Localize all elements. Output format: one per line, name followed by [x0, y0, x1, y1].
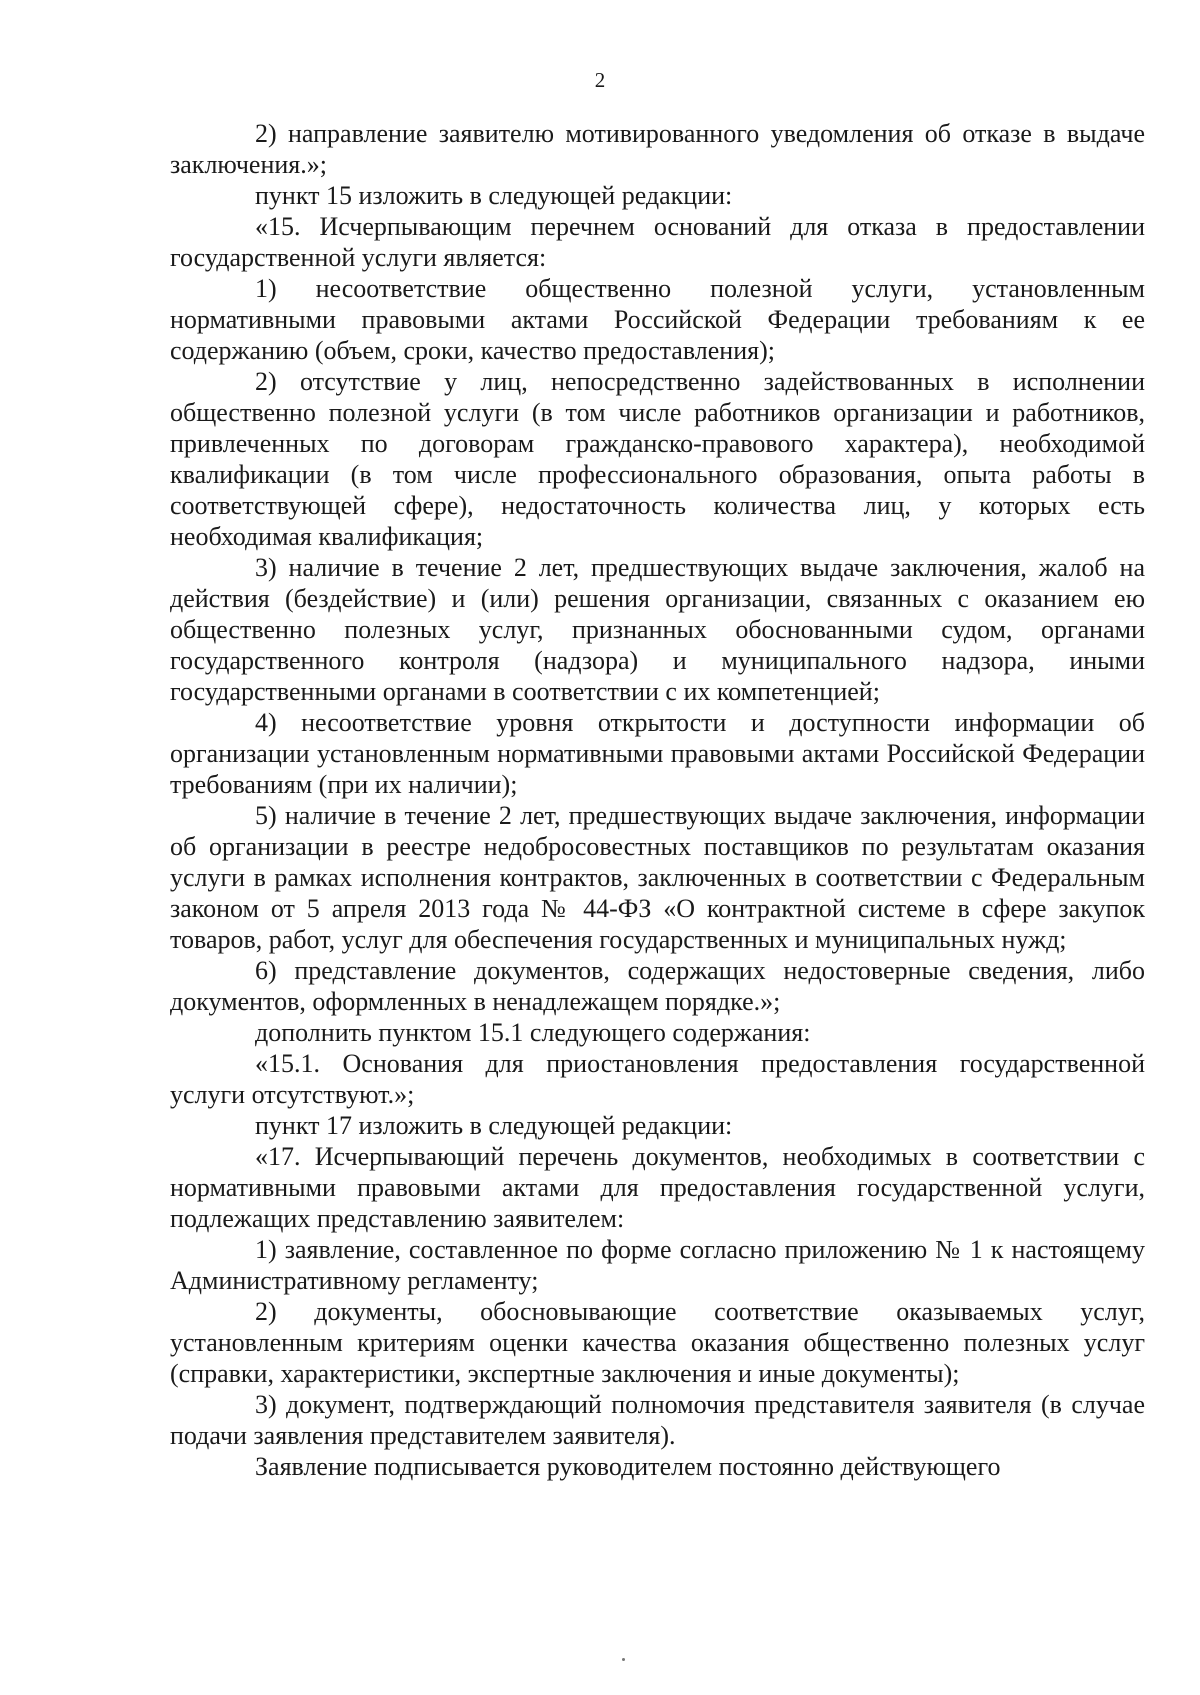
- document-body: [170, 118, 1145, 1482]
- scan-speck: [622, 1658, 625, 1661]
- paragraph-point-15-1-text: «15.1. Основания для приостановления предоставления государственной услуги отсутствуют.»;: [170, 1049, 1145, 1109]
- paragraph-ground-3: 3) наличие в течение 2 лет, предшествующих выдаче заключения, жалоб на действия (бездействие) и (или) решения организации, связанных с оказанием ею общественно полезных услуг, признанных обоснованными судом, органами государственного контроля (надзора) и муниципального надзора, иными государственными органами в соответствии с их компетенцией;: [170, 553, 1145, 706]
- paragraph-point-15-intro: пункт 15 изложить в следующей редакции:: [255, 181, 733, 210]
- paragraph-point-17-text: «17. Исчерпывающий перечень документов, необходимых в соответствии с нормативными правовыми актами для предоставления государственной услуги, подлежащих представлению заявителем:: [170, 1142, 1145, 1233]
- paragraph-document-3: 3) документ, подтверждающий полномочия представителя заявителя (в случае подачи заявления представителем заявителя).: [170, 1390, 1145, 1450]
- paragraph-ground-2: 2) отсутствие у лиц, непосредственно задействованных в исполнении общественно полезной услуги (в том числе работников организации и работников, привлеченных по договорам гражданско-правового характера), необходимой квалификации (в том числе профессионального образования, опыта работы в соответствующей сфере), недостаточность количества лиц, у которых есть необходимая квалификация;: [170, 367, 1145, 551]
- paragraph-item-2-notice: 2) направление заявителю мотивированного уведомления об отказе в выдаче заключения.»;: [170, 119, 1145, 179]
- paragraph-signature-note: Заявление подписывается руководителем постоянно действующего: [255, 1452, 1001, 1481]
- paragraph-ground-6: 6) представление документов, содержащих недостоверные сведения, либо документов, оформленных в ненадлежащем порядке.»;: [170, 956, 1145, 1016]
- paragraph-point-15-text: «15. Исчерпывающим перечнем оснований для отказа в предоставлении государственной услуги является:: [170, 212, 1145, 272]
- page-number: 2: [594, 68, 606, 92]
- paragraph-ground-4: 4) несоответствие уровня открытости и доступности информации об организации установленным нормативными правовыми актами Российской Федерации требованиям (при их наличии);: [170, 708, 1145, 799]
- paragraph-document-2: 2) документы, обосновывающие соответствие оказываемых услуг, установленным критериям оценки качества оказания общественно полезных услуг (справки, характеристики, экспертные заключения и иные документы);: [170, 1297, 1145, 1388]
- paragraph-document-1: 1) заявление, составленное по форме согласно приложению № 1 к настоящему Административному регламенту;: [170, 1235, 1145, 1295]
- paragraph-point-17-intro: пункт 17 изложить в следующей редакции:: [255, 1111, 733, 1140]
- paragraph-point-15-1-intro: дополнить пунктом 15.1 следующего содержания:: [255, 1018, 811, 1047]
- paragraph-ground-1: 1) несоответствие общественно полезной услуги, установленным нормативными правовыми актами Российской Федерации требованиям к ее содержанию (объем, сроки, качество предоставления);: [170, 274, 1145, 365]
- paragraph-ground-5: 5) наличие в течение 2 лет, предшествующих выдаче заключения, информации об организации в реестре недобросовестных поставщиков по результатам оказания услуги в рамках исполнения контрактов, заключенных в соответствии с Федеральным законом от 5 апреля 2013 года № 44-ФЗ «О контрактной системе в сфере закупок товаров, работ, услуг для обеспечения государственных и муниципальных нужд;: [170, 801, 1145, 954]
